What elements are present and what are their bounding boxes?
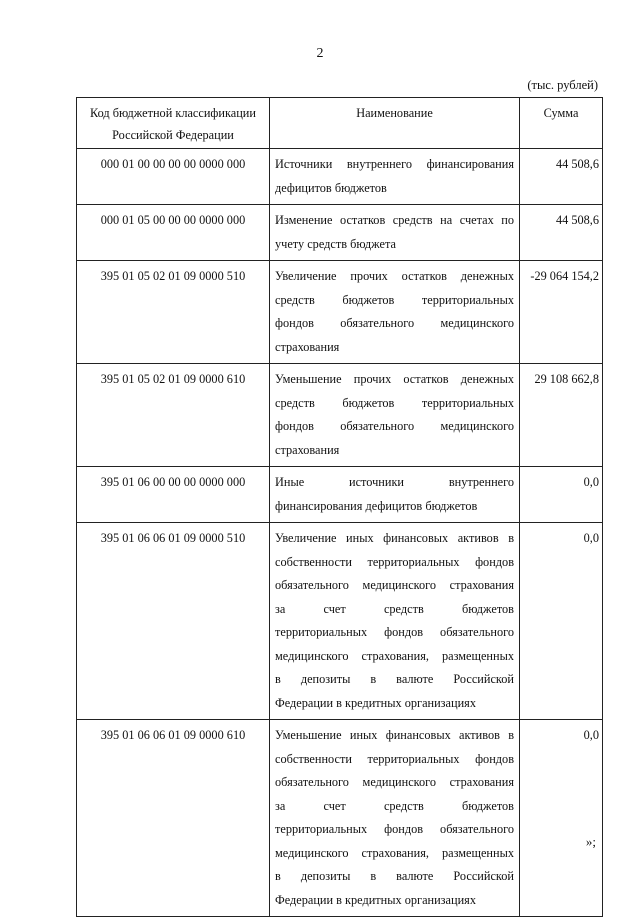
row-name <box>270 467 520 523</box>
header-code: Код бюджетной классификации Российской Федерации <box>77 98 270 149</box>
row-code: 000 01 00 00 00 00 0000 000 <box>77 149 270 205</box>
row-name-line: фондов обязательного медицинского <box>275 419 514 433</box>
row-name-line: страхования <box>275 339 340 354</box>
row-name-line: Иные источники внутреннего <box>275 475 514 489</box>
row-name-line: за счет средств бюджетов <box>275 798 514 813</box>
row-name <box>270 523 520 720</box>
row-name-line: собственности территориальных фондов <box>275 554 514 569</box>
row-name-line: Увеличение иных финансовых активов в <box>275 531 514 545</box>
row-code: 000 01 05 00 00 00 0000 000 <box>77 205 270 261</box>
row-name <box>270 205 520 261</box>
row-name-line: Увеличение прочих остатков денежных <box>275 269 514 283</box>
row-code: 395 01 06 06 01 09 0000 610 <box>77 720 270 917</box>
row-amount: -29 064 154,2 <box>520 261 603 364</box>
row-name-line: Уменьшение иных финансовых активов в <box>275 728 514 742</box>
row-amount: 44 508,6 <box>520 149 603 205</box>
row-name-line: средств бюджетов территориальных <box>275 395 514 410</box>
row-code: 395 01 05 02 01 09 0000 610 <box>77 364 270 467</box>
row-name-line: за счет средств бюджетов <box>275 601 514 616</box>
table-row <box>77 467 603 523</box>
row-name-line: медицинского страхования, размещенных <box>275 648 514 663</box>
row-name <box>270 364 520 467</box>
table-row <box>77 261 603 364</box>
row-name-line: учету средств бюджета <box>275 236 396 251</box>
row-name <box>270 149 520 205</box>
row-name <box>270 261 520 364</box>
row-code: 395 01 06 00 00 00 0000 000 <box>77 467 270 523</box>
budget-sources-table <box>76 97 603 917</box>
page-number: 2 <box>316 46 324 61</box>
row-name-line: территориальных фондов обязательного <box>275 625 514 639</box>
row-name-line: в депозиты в валюте Российской <box>275 672 514 686</box>
row-name-line: Источники внутреннего финансирования <box>275 157 514 171</box>
row-amount: 0,0 <box>520 523 603 720</box>
row-amount: 29 108 662,8 <box>520 364 603 467</box>
row-name-line: медицинского страхования, размещенных <box>275 845 514 860</box>
row-amount: 0,0 <box>520 720 603 917</box>
row-name-line: собственности территориальных фондов <box>275 751 514 766</box>
row-name-line: обязательного медицинского страхования <box>275 775 514 789</box>
row-amount: 0,0 <box>520 467 603 523</box>
row-code: 395 01 06 06 01 09 0000 510 <box>77 523 270 720</box>
header-amount: Сумма <box>520 98 603 149</box>
row-name-line: Федерации в кредитных организациях <box>275 695 476 710</box>
row-name-line: Изменение остатков средств на счетах по <box>275 213 514 227</box>
row-name-line: дефицитов бюджетов <box>275 180 387 195</box>
row-name-line: в депозиты в валюте Российской <box>275 869 514 883</box>
table-row <box>77 364 603 467</box>
row-name-line: фондов обязательного медицинского <box>275 316 514 330</box>
row-code: 395 01 05 02 01 09 0000 510 <box>77 261 270 364</box>
table-row <box>77 149 603 205</box>
row-name-line: страхования <box>275 442 340 457</box>
row-name-line: обязательного медицинского страхования <box>275 578 514 592</box>
row-name-line: средств бюджетов территориальных <box>275 292 514 307</box>
row-amount: 44 508,6 <box>520 205 603 261</box>
table-header-row <box>77 98 603 149</box>
table-row <box>77 205 603 261</box>
header-name: Наименование <box>270 98 520 149</box>
row-name <box>270 720 520 917</box>
units-label: (тыс. рублей) <box>527 78 598 92</box>
table-row <box>77 720 603 917</box>
row-name-line: Уменьшение прочих остатков денежных <box>275 372 514 386</box>
row-name-line: Федерации в кредитных организациях <box>275 892 476 907</box>
closing-quote: »; <box>585 834 596 849</box>
row-name-line: территориальных фондов обязательного <box>275 822 514 836</box>
row-name-line: финансирования дефицитов бюджетов <box>275 498 478 513</box>
table-row <box>77 523 603 720</box>
